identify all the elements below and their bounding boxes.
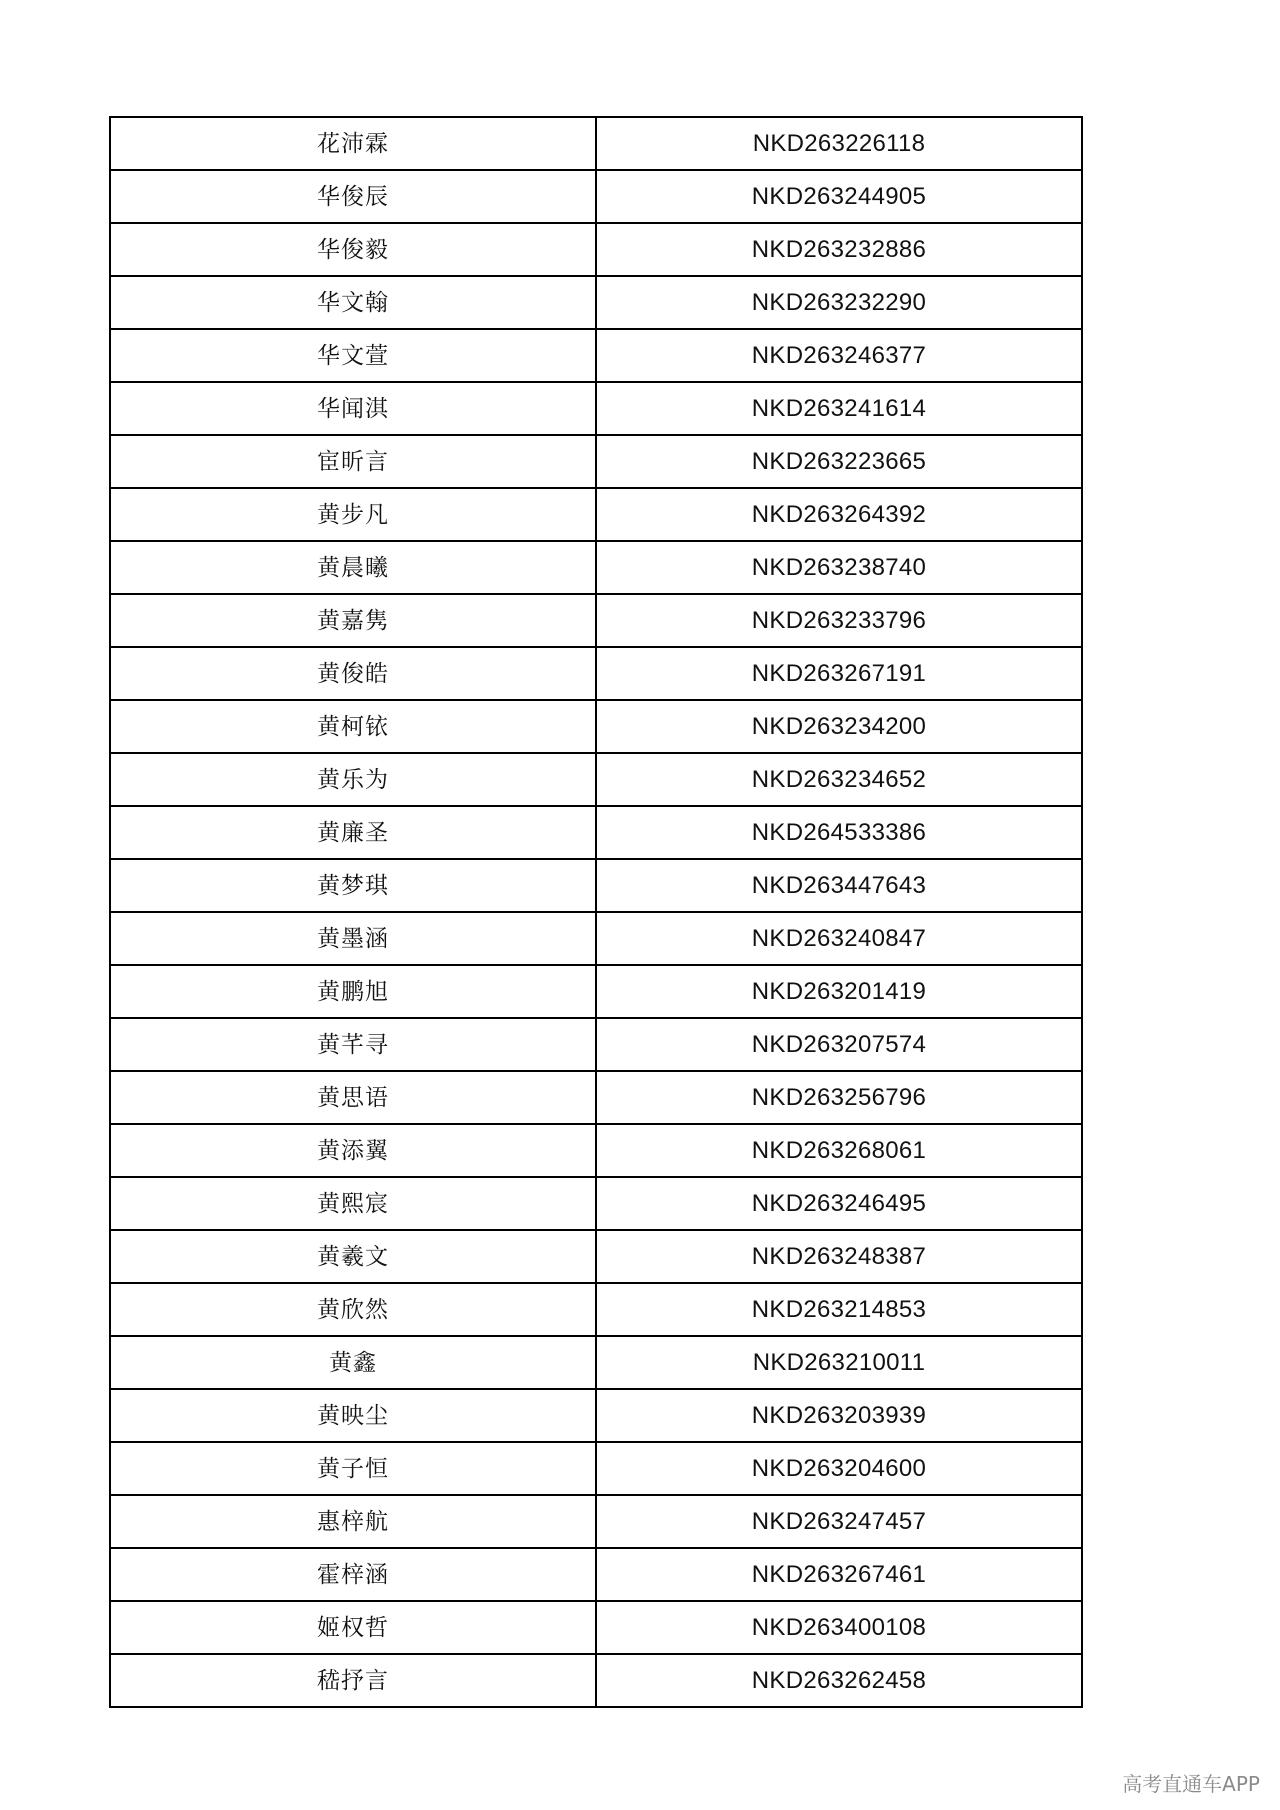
student-name-cell: 黄廉圣 <box>110 806 596 859</box>
registration-number-cell: NKD263267461 <box>596 1548 1082 1601</box>
registration-number-cell: NKD263248387 <box>596 1230 1082 1283</box>
table-row <box>110 117 1082 170</box>
registration-number-cell: NKD263246495 <box>596 1177 1082 1230</box>
student-name-cell: 华俊辰 <box>110 170 596 223</box>
student-name-cell: 黄鑫 <box>110 1336 596 1389</box>
table-row <box>110 647 1082 700</box>
table-row <box>110 488 1082 541</box>
roster-table-body <box>110 117 1082 1707</box>
table-row <box>110 594 1082 647</box>
table-row <box>110 1124 1082 1177</box>
registration-number-cell: NKD263207574 <box>596 1018 1082 1071</box>
student-name-cell: 宦昕言 <box>110 435 596 488</box>
table-row <box>110 435 1082 488</box>
table-row <box>110 1230 1082 1283</box>
student-name-cell: 黄嘉隽 <box>110 594 596 647</box>
registration-number-cell: NKD263244905 <box>596 170 1082 223</box>
table-row <box>110 329 1082 382</box>
registration-number-cell: NKD263268061 <box>596 1124 1082 1177</box>
registration-number-cell: NKD263238740 <box>596 541 1082 594</box>
student-name-cell: 华闻淇 <box>110 382 596 435</box>
table-row <box>110 1495 1082 1548</box>
table-row <box>110 1071 1082 1124</box>
watermark: 高考直通车APP <box>1122 1772 1260 1796</box>
registration-number-cell: NKD263223665 <box>596 435 1082 488</box>
table-row <box>110 1018 1082 1071</box>
student-name-cell: 黄鹏旭 <box>110 965 596 1018</box>
student-name-cell: 黄添翼 <box>110 1124 596 1177</box>
registration-number-cell: NKD263246377 <box>596 329 1082 382</box>
registration-number-cell: NKD264533386 <box>596 806 1082 859</box>
table-row <box>110 859 1082 912</box>
registration-number-cell: NKD263204600 <box>596 1442 1082 1495</box>
student-name-cell: 花沛霖 <box>110 117 596 170</box>
student-name-cell: 黄羲文 <box>110 1230 596 1283</box>
roster-table <box>109 116 1083 1708</box>
table-row <box>110 276 1082 329</box>
student-name-cell: 黄乐为 <box>110 753 596 806</box>
registration-number-cell: NKD263226118 <box>596 117 1082 170</box>
registration-number-cell: NKD263400108 <box>596 1601 1082 1654</box>
table-row <box>110 1601 1082 1654</box>
student-name-cell: 黄子恒 <box>110 1442 596 1495</box>
table-row <box>110 1654 1082 1707</box>
student-name-cell: 黄晨曦 <box>110 541 596 594</box>
student-name-cell: 黄芊寻 <box>110 1018 596 1071</box>
registration-number-cell: NKD263232290 <box>596 276 1082 329</box>
registration-number-cell: NKD263234652 <box>596 753 1082 806</box>
table-row <box>110 700 1082 753</box>
registration-number-cell: NKD263256796 <box>596 1071 1082 1124</box>
student-name-cell: 黄梦琪 <box>110 859 596 912</box>
table-row <box>110 912 1082 965</box>
registration-number-cell: NKD263241614 <box>596 382 1082 435</box>
registration-number-cell: NKD263264392 <box>596 488 1082 541</box>
table-row <box>110 1389 1082 1442</box>
registration-number-cell: NKD263203939 <box>596 1389 1082 1442</box>
table-row <box>110 806 1082 859</box>
table-row <box>110 1548 1082 1601</box>
student-name-cell: 华文翰 <box>110 276 596 329</box>
student-name-cell: 华文萱 <box>110 329 596 382</box>
table-row <box>110 382 1082 435</box>
student-name-cell: 霍梓涵 <box>110 1548 596 1601</box>
table-row <box>110 753 1082 806</box>
table-row <box>110 170 1082 223</box>
table-row <box>110 541 1082 594</box>
registration-number-cell: NKD263447643 <box>596 859 1082 912</box>
registration-number-cell: NKD263262458 <box>596 1654 1082 1707</box>
student-name-cell: 黄欣然 <box>110 1283 596 1336</box>
table-row <box>110 1336 1082 1389</box>
registration-number-cell: NKD263234200 <box>596 700 1082 753</box>
student-name-cell: 惠梓航 <box>110 1495 596 1548</box>
student-name-cell: 姬权哲 <box>110 1601 596 1654</box>
table-row <box>110 1177 1082 1230</box>
registration-number-cell: NKD263232886 <box>596 223 1082 276</box>
student-name-cell: 华俊毅 <box>110 223 596 276</box>
student-name-cell: 黄映尘 <box>110 1389 596 1442</box>
table-row <box>110 965 1082 1018</box>
table-row <box>110 223 1082 276</box>
student-name-cell: 黄墨涵 <box>110 912 596 965</box>
table-row <box>110 1283 1082 1336</box>
table-row <box>110 1442 1082 1495</box>
student-name-cell: 嵇抒言 <box>110 1654 596 1707</box>
registration-number-cell: NKD263267191 <box>596 647 1082 700</box>
student-name-cell: 黄柯铱 <box>110 700 596 753</box>
registration-number-cell: NKD263214853 <box>596 1283 1082 1336</box>
student-name-cell: 黄俊皓 <box>110 647 596 700</box>
registration-number-cell: NKD263210011 <box>596 1336 1082 1389</box>
registration-number-cell: NKD263240847 <box>596 912 1082 965</box>
student-name-cell: 黄熙宸 <box>110 1177 596 1230</box>
registration-number-cell: NKD263201419 <box>596 965 1082 1018</box>
registration-number-cell: NKD263247457 <box>596 1495 1082 1548</box>
student-name-cell: 黄步凡 <box>110 488 596 541</box>
registration-number-cell: NKD263233796 <box>596 594 1082 647</box>
student-name-cell: 黄思语 <box>110 1071 596 1124</box>
